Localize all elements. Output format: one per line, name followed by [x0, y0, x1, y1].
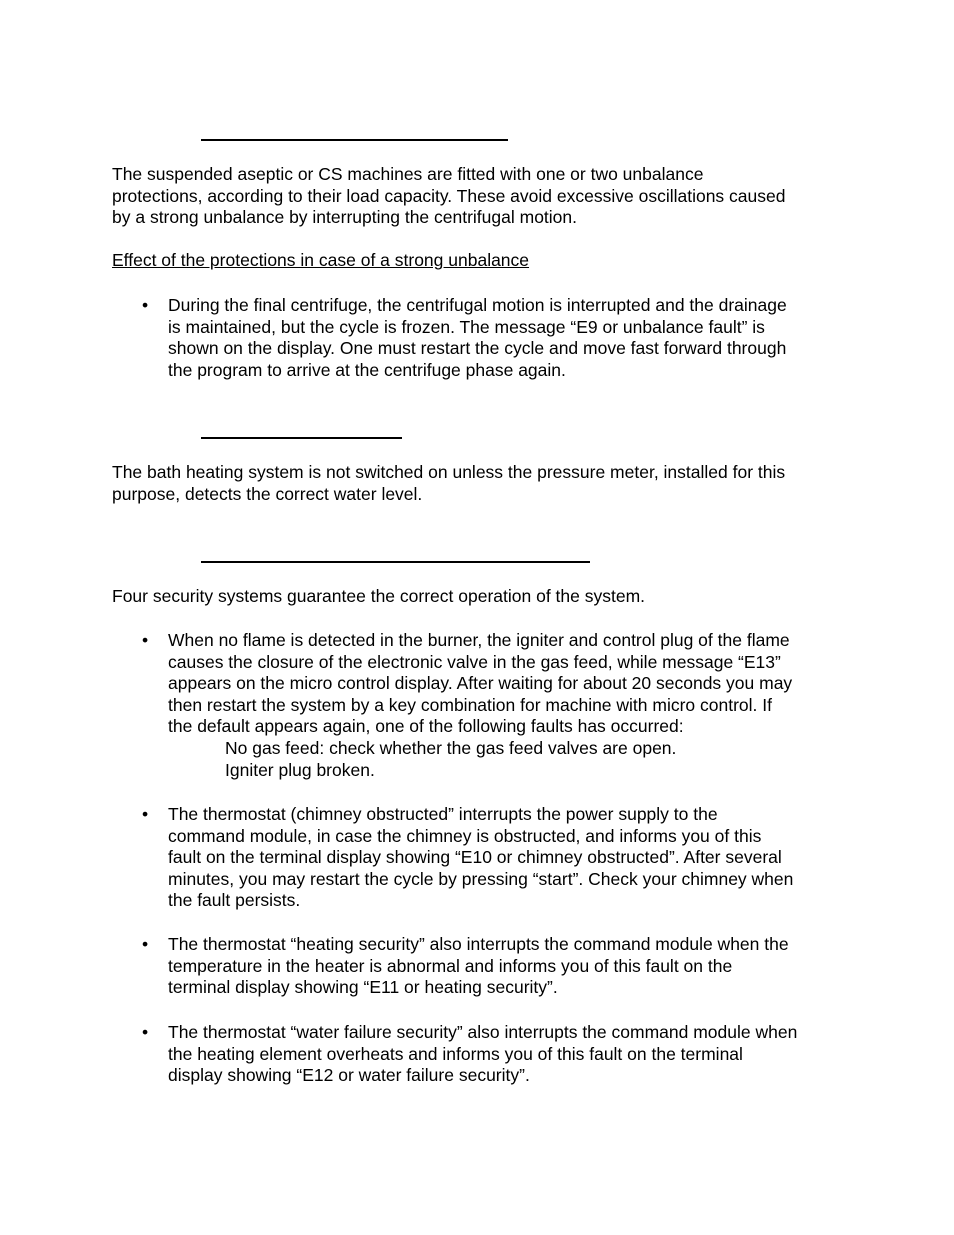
paragraph-line: During the final centrifuge, the centrifugal motion is interrupted and the drainage — [168, 295, 787, 315]
sub-list-item: No gas feed: check whether the gas feed valves are open. — [225, 738, 677, 758]
bullet-marker: • — [142, 295, 149, 315]
section3-bullet2 — [168, 804, 793, 912]
paragraph-line: The suspended aseptic or CS machines are fitted with one or two unbalance — [112, 164, 704, 184]
paragraph-line: protections, according to their load capacity. These avoid excessive oscillations caused — [112, 185, 786, 206]
paragraph-line: is maintained, but the cycle is frozen. The message “E9 or unbalance fault” is — [168, 316, 765, 337]
section1-heading-rule — [201, 139, 508, 141]
paragraph-line: When no flame is detected in the burner, the igniter and control plug of the flame — [168, 630, 790, 650]
sub-list-item: Igniter plug broken. — [225, 759, 375, 780]
section3-intro: Four security systems guarantee the correct operation of the system. — [112, 586, 646, 606]
section2-heading-rule — [201, 437, 402, 439]
paragraph-line: causes the closure of the electronic valve in the gas feed, while message “E13” — [168, 651, 781, 672]
section3-bullet4 — [168, 1022, 797, 1087]
section3-bullet1-sublist — [225, 738, 676, 781]
section3-heading-rule — [201, 561, 590, 563]
paragraph-line: fault on the terminal display showing “E10 or chimney obstructed”. After several — [168, 847, 782, 867]
section1-bullet1 — [168, 295, 787, 381]
paragraph-line: minutes, you may restart the cycle by pressing “start”. Check your chimney when — [168, 868, 794, 889]
paragraph-line: appears on the micro control display. After waiting for about 20 seconds you may — [168, 673, 793, 693]
bullet-marker: • — [142, 630, 149, 650]
section3-bullet1 — [168, 630, 792, 738]
paragraph-line: shown on the display. One must restart the cycle and move fast forward through — [168, 338, 787, 358]
section1-intro-paragraph — [112, 164, 785, 229]
paragraph-line: then restart the system by a key combination for machine with micro control. If — [168, 694, 772, 715]
bullet-marker: • — [142, 934, 149, 954]
paragraph-line: the fault persists. — [168, 890, 301, 910]
paragraph-line: The thermostat “water failure security” also interrupts the command module when — [168, 1022, 798, 1042]
paragraph-line: temperature in the heater is abnormal and informs you of this fault on the — [168, 955, 733, 976]
section2-paragraph — [112, 462, 785, 505]
paragraph-line: the default appears again, one of the following faults has occurred: — [168, 716, 684, 736]
bullet-marker: • — [142, 1022, 149, 1042]
section1-subheading: Effect of the protections in case of a strong unbalance — [112, 250, 530, 270]
paragraph-line: purpose, detects the correct water level. — [112, 483, 423, 504]
paragraph-line: the heating element overheats and informs you of this fault on the terminal — [168, 1043, 743, 1064]
paragraph-line: command module, in case the chimney is obstructed, and informs you of this — [168, 825, 762, 846]
paragraph-line: The thermostat “heating security” also interrupts the command module when the — [168, 934, 789, 954]
paragraph-line: The thermostat (chimney obstructed” interrupts the power supply to the — [168, 804, 718, 824]
paragraph-line: The bath heating system is not switched on unless the pressure meter, installed for this — [112, 462, 786, 482]
section3-bullet3 — [168, 934, 789, 999]
paragraph-line: terminal display showing “E11 or heating security”. — [168, 977, 558, 997]
paragraph-line: the program to arrive at the centrifuge phase again. — [168, 359, 566, 380]
bullet-marker: • — [142, 804, 149, 824]
paragraph-line: by a strong unbalance by interrupting the centrifugal motion. — [112, 207, 578, 227]
paragraph-line: display showing “E12 or water failure security”. — [168, 1065, 530, 1085]
